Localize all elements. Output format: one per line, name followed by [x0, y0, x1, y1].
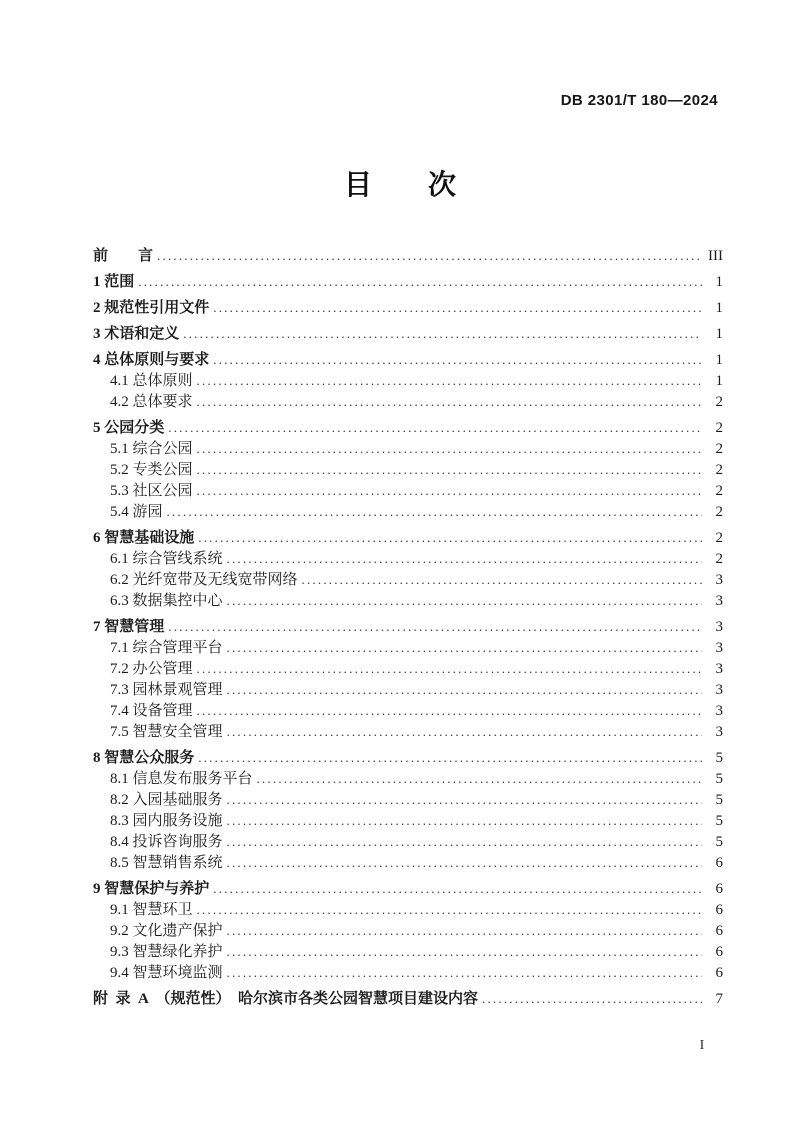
toc-entry	[93, 616, 723, 637]
page-title: 目 次	[343, 170, 456, 201]
toc-entry	[93, 920, 723, 941]
toc-entry-label: 5.4 游园	[110, 504, 163, 520]
toc-leader-dots	[213, 297, 702, 319]
toc-entry	[93, 789, 723, 810]
toc-entry-label: 8.1 信息发布服务平台	[110, 771, 253, 787]
toc-leader-dots	[302, 569, 702, 591]
toc-entry	[93, 569, 723, 590]
toc-entry-page-number: 3	[715, 703, 723, 719]
toc-entry	[93, 700, 723, 721]
toc-entry-page-number: 5	[715, 813, 723, 829]
toc-leader-dots	[227, 810, 702, 832]
toc-entry-page-number: 2	[715, 462, 723, 478]
toc-entry-label: 9.4 智慧环境监测	[110, 965, 223, 981]
toc-entry-label: 7.5 智慧安全管理	[110, 724, 223, 740]
toc-entry	[93, 721, 723, 742]
toc-entry-label: 6.3 数据集控中心	[110, 593, 223, 609]
toc-entry	[93, 391, 723, 412]
toc-entry-label: 6.1 综合管线系统	[110, 551, 223, 567]
toc-entry-label: 3 术语和定义	[93, 326, 180, 342]
toc-entry	[93, 297, 723, 318]
toc-leader-dots	[157, 245, 702, 267]
toc-entry	[93, 810, 723, 831]
toc-leader-dots	[197, 438, 702, 460]
toc-leader-dots	[168, 616, 702, 638]
toc-entry	[93, 590, 723, 611]
toc-leader-dots	[227, 920, 702, 942]
toc-leader-dots	[227, 789, 702, 811]
toc-entry	[93, 459, 723, 480]
toc-entry-label: 附 录 A （规范性） 哈尔滨市各类公园智慧项目建设内容	[93, 991, 479, 1007]
toc-entry-page-number: 2	[715, 420, 723, 436]
toc-entry-page-number: 1	[715, 274, 723, 290]
toc-entry	[93, 480, 723, 501]
toc-entry-page-number: 3	[715, 640, 723, 656]
toc-entry-page-number: 2	[715, 441, 723, 457]
toc-entry-page-number: 1	[715, 300, 723, 316]
toc-entry-label: 4.2 总体要求	[110, 394, 193, 410]
toc-entry	[93, 438, 723, 459]
toc-entry-label: 9.1 智慧环卫	[110, 902, 193, 918]
toc-entry-page-number: 2	[715, 530, 723, 546]
toc-entry	[93, 852, 723, 873]
toc-entry-label: 7.1 综合管理平台	[110, 640, 223, 656]
standard-number: DB 2301/T 180—2024	[560, 92, 718, 109]
toc-entry	[93, 962, 723, 983]
toc-entry-label: 7.2 办公管理	[110, 661, 193, 677]
toc-leader-dots	[227, 590, 702, 612]
toc-entry-label: 前 言	[93, 248, 154, 264]
toc-entry-label: 5.2 专类公园	[110, 462, 193, 478]
toc-entry-label: 9.3 智慧绿化养护	[110, 944, 223, 960]
table-of-contents	[93, 240, 723, 1009]
toc-entry-page-number: 3	[715, 724, 723, 740]
toc-entry-label: 9.2 文化遗产保护	[110, 923, 223, 939]
toc-entry-label: 8 智慧公众服务	[93, 750, 195, 766]
toc-entry-label: 8.3 园内服务设施	[110, 813, 223, 829]
toc-entry-page-number: 2	[715, 504, 723, 520]
toc-leader-dots	[213, 349, 702, 371]
toc-entry-label: 8.4 投诉咨询服务	[110, 834, 223, 850]
toc-entry-label: 2 规范性引用文件	[93, 300, 210, 316]
toc-entry	[93, 271, 723, 292]
toc-leader-dots	[197, 480, 702, 502]
toc-leader-dots	[197, 700, 702, 722]
toc-entry	[93, 899, 723, 920]
toc-leader-dots	[227, 941, 702, 963]
toc-entry-label: 5.3 社区公园	[110, 483, 193, 499]
toc-leader-dots	[138, 271, 702, 293]
toc-entry-page-number: 3	[715, 619, 723, 635]
toc-entry-label: 7.3 园林景观管理	[110, 682, 223, 698]
toc-entry-page-number: 3	[715, 661, 723, 677]
toc-entry-label: 7.4 设备管理	[110, 703, 193, 719]
toc-entry-label: 8.5 智慧销售系统	[110, 855, 223, 871]
toc-leader-dots	[227, 831, 702, 853]
toc-entry-label: 4 总体原则与要求	[93, 352, 210, 368]
toc-entry-page-number: 5	[715, 750, 723, 766]
toc-entry-label: 8.2 入园基础服务	[110, 792, 223, 808]
toc-entry	[93, 637, 723, 658]
toc-leader-dots	[257, 768, 702, 790]
toc-leader-dots	[183, 323, 702, 345]
toc-entry-label: 1 范围	[93, 274, 135, 290]
toc-entry-page-number: 5	[715, 771, 723, 787]
toc-entry-page-number: 1	[715, 352, 723, 368]
toc-entry	[93, 370, 723, 391]
toc-entry	[93, 548, 723, 569]
toc-leader-dots	[198, 527, 702, 549]
toc-entry-page-number: 6	[715, 902, 723, 918]
toc-leader-dots	[197, 459, 702, 481]
toc-entry-page-number: 2	[715, 483, 723, 499]
toc-entry-page-number: 6	[715, 944, 723, 960]
toc-leader-dots	[227, 637, 702, 659]
toc-leader-dots	[227, 721, 702, 743]
toc-entry-page-number: 7	[715, 991, 723, 1007]
toc-leader-dots	[197, 899, 702, 921]
toc-entry-page-number: 2	[715, 551, 723, 567]
toc-leader-dots	[197, 370, 702, 392]
toc-entry	[93, 768, 723, 789]
toc-entry-label: 6.2 光纤宽带及无线宽带网络	[110, 572, 298, 588]
toc-entry-label: 5.1 综合公园	[110, 441, 193, 457]
folio-page-number: I	[699, 1038, 705, 1053]
toc-leader-dots	[167, 501, 702, 523]
toc-entry-page-number: 5	[715, 834, 723, 850]
toc-leader-dots	[168, 417, 702, 439]
toc-leader-dots	[197, 391, 702, 413]
toc-entry	[93, 349, 723, 370]
toc-entry	[93, 831, 723, 852]
toc-entry	[93, 747, 723, 768]
toc-entry-page-number: 3	[715, 593, 723, 609]
toc-entry-page-number: 2	[715, 394, 723, 410]
toc-entry	[93, 679, 723, 700]
toc-leader-dots	[213, 878, 702, 900]
toc-entry	[93, 323, 723, 344]
toc-leader-dots	[482, 988, 702, 1010]
toc-entry	[93, 527, 723, 548]
toc-entry	[93, 245, 723, 266]
toc-entry-label: 9 智慧保护与养护	[93, 881, 210, 897]
toc-entry-page-number: 6	[715, 923, 723, 939]
toc-entry-page-number: 5	[715, 792, 723, 808]
toc-entry	[93, 658, 723, 679]
toc-entry	[93, 941, 723, 962]
toc-entry-page-number: 1	[715, 326, 723, 342]
toc-entry-label: 4.1 总体原则	[110, 373, 193, 389]
toc-leader-dots	[227, 679, 702, 701]
toc-entry-page-number: III	[708, 248, 723, 264]
toc-entry	[93, 417, 723, 438]
toc-leader-dots	[227, 962, 702, 984]
toc-entry-label: 7 智慧管理	[93, 619, 165, 635]
toc-entry-page-number: 6	[715, 881, 723, 897]
toc-entry-label: 5 公园分类	[93, 420, 165, 436]
toc-entry	[93, 988, 723, 1009]
toc-entry-page-number: 6	[715, 965, 723, 981]
toc-entry-page-number: 3	[715, 572, 723, 588]
toc-leader-dots	[197, 658, 702, 680]
toc-entry-page-number: 1	[715, 373, 723, 389]
toc-leader-dots	[227, 548, 702, 570]
toc-entry-label: 6 智慧基础设施	[93, 530, 195, 546]
toc-entry	[93, 878, 723, 899]
toc-entry-page-number: 6	[715, 855, 723, 871]
toc-leader-dots	[198, 747, 702, 769]
toc-leader-dots	[227, 852, 702, 874]
toc-entry	[93, 501, 723, 522]
toc-entry-page-number: 3	[715, 682, 723, 698]
